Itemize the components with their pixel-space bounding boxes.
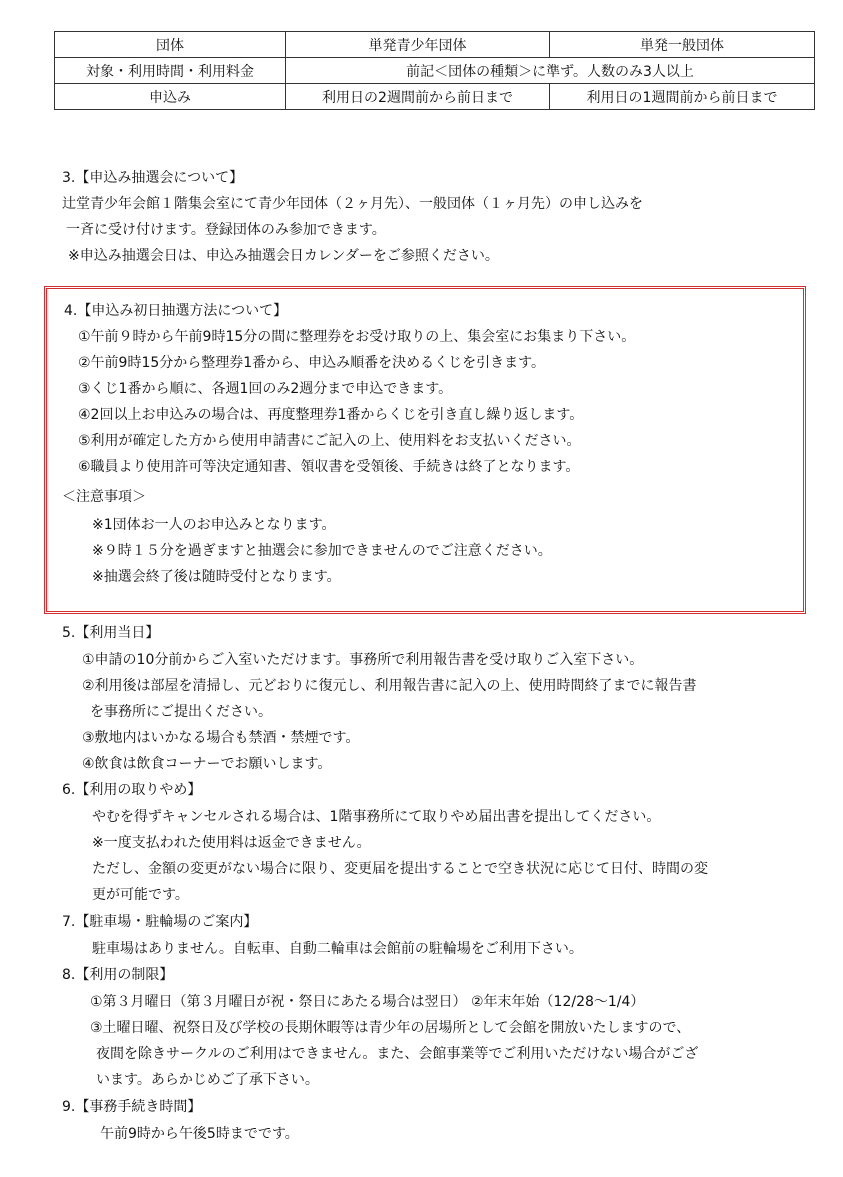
section-5-line: ①申請の10分前からご入室いただけます。事務所で利用報告書を受け取りご入室下さい。 bbox=[82, 652, 644, 668]
section-7-line: 駐車場はありません。自転車、自動二輪車は会館前の駐輪場をご利用下さい。 bbox=[92, 941, 583, 957]
section-8-line: ①第３月曜日（第３月曜日が祝・祭日にあたる場合は翌日） ②年末年始（12/28〜1/4） bbox=[90, 994, 645, 1010]
section-5-heading: 5.【利用当日】 bbox=[62, 625, 160, 641]
section-4-item: ⑥職員より使用許可等決定通知書、領収書を受領後、手続きは終了となります。 bbox=[78, 459, 580, 475]
section-4-heading: 4.【申込み初日抽選方法について】 bbox=[64, 303, 288, 319]
section-4-item: ②午前9時15分から整理券1番から、申込み順番を決めるくじを引きます。 bbox=[78, 355, 546, 371]
section-8-line: います。あらかじめご了承下さい。 bbox=[96, 1072, 319, 1088]
table-cell: 利用日の2週間前から前日まで bbox=[286, 84, 550, 110]
section-8-line: 夜間を除きサークルのご利用はできません。また、会館事業等でご利用いただけない場合がござ bbox=[96, 1046, 699, 1062]
notes-item: ※1団体お一人のお申込みとなります。 bbox=[92, 517, 336, 533]
section-4-item: ③くじ1番から順に、各週1回のみ2週分まで申込できます。 bbox=[78, 381, 453, 397]
table-cell: 前記＜団体の種類＞に準ず。人数のみ3人以上 bbox=[286, 58, 815, 84]
table-header-row bbox=[55, 32, 815, 58]
section-3-line: ※申込み抽選会日は、申込み抽選会日カレンダーをご参照ください。 bbox=[68, 248, 499, 264]
section-6-line: ※一度支払われた使用料は返金できません。 bbox=[92, 835, 371, 851]
table-cell: 単発青少年団体 bbox=[286, 32, 550, 58]
section-7-heading: 7.【駐車場・駐輪場のご案内】 bbox=[62, 914, 258, 930]
section-8-heading: 8.【利用の制限】 bbox=[62, 967, 174, 983]
section-9-line: 午前9時から午後5時までです。 bbox=[100, 1126, 299, 1142]
section-6-line: やむを得ずキャンセルされる場合は、1階事務所にて取りやめ届出書を提出してください。 bbox=[92, 809, 661, 825]
table-row bbox=[55, 58, 815, 84]
notes-heading: ＜注意事項＞ bbox=[62, 489, 146, 505]
section-3-line: 一斉に受け付けます。登録団体のみ参加できます。 bbox=[66, 222, 386, 238]
section-6-line: ただし、金額の変更がない場合に限り、変更届を提出することで空き状況に応じて日付、時間の変 bbox=[92, 861, 708, 877]
section-3-line: 辻堂青少年会館１階集会室にて青少年団体（２ヶ月先）、一般団体（１ヶ月先）の申し込みを bbox=[62, 196, 643, 212]
section-4-item: ①午前９時から午前9時15分の間に整理券をお受け取りの上、集会室にお集まり下さい。 bbox=[78, 329, 636, 345]
section-3-heading: 3.【申込み抽選会について】 bbox=[62, 170, 244, 186]
table-cell: 申込み bbox=[55, 84, 286, 110]
table-cell: 利用日の1週間前から前日まで bbox=[550, 84, 815, 110]
section-5-line: ②利用後は部屋を清掃し、元どおりに復元し、利用報告書に記入の上、使用時間終了までに報告書 bbox=[82, 678, 697, 694]
section-8-line: ③土曜日曜、祝祭日及び学校の長期休暇等は青少年の居場所として会館を開放いたしますので、 bbox=[90, 1020, 691, 1036]
group-type-table bbox=[54, 31, 815, 110]
table-cell: 対象・利用時間・利用料金 bbox=[55, 58, 286, 84]
table-row bbox=[55, 84, 815, 110]
notes-item: ※９時１５分を過ぎますと抽選会に参加できませんのでご注意ください。 bbox=[92, 543, 552, 559]
section-4-item: ⑤利用が確定した方から使用申請書にご記入の上、使用料をお支払いください。 bbox=[78, 433, 581, 449]
section-5-line: を事務所にご提出ください。 bbox=[90, 704, 272, 720]
table-cell: 団体 bbox=[55, 32, 286, 58]
section-5-line: ④飲食は飲食コーナーでお願いします。 bbox=[82, 756, 332, 772]
section-5-line: ③敷地内はいかなる場合も禁酒・禁煙です。 bbox=[82, 730, 360, 746]
section-6-line: 更が可能です。 bbox=[92, 887, 189, 903]
table-cell: 単発一般団体 bbox=[550, 32, 815, 58]
section-4-item: ④2回以上お申込みの場合は、再度整理券1番からくじを引き直し繰り返します。 bbox=[78, 407, 584, 423]
section-6-heading: 6.【利用の取りやめ】 bbox=[62, 782, 202, 798]
notes-item: ※抽選会終了後は随時受付となります。 bbox=[92, 569, 341, 585]
section-9-heading: 9.【事務手続き時間】 bbox=[62, 1099, 202, 1115]
